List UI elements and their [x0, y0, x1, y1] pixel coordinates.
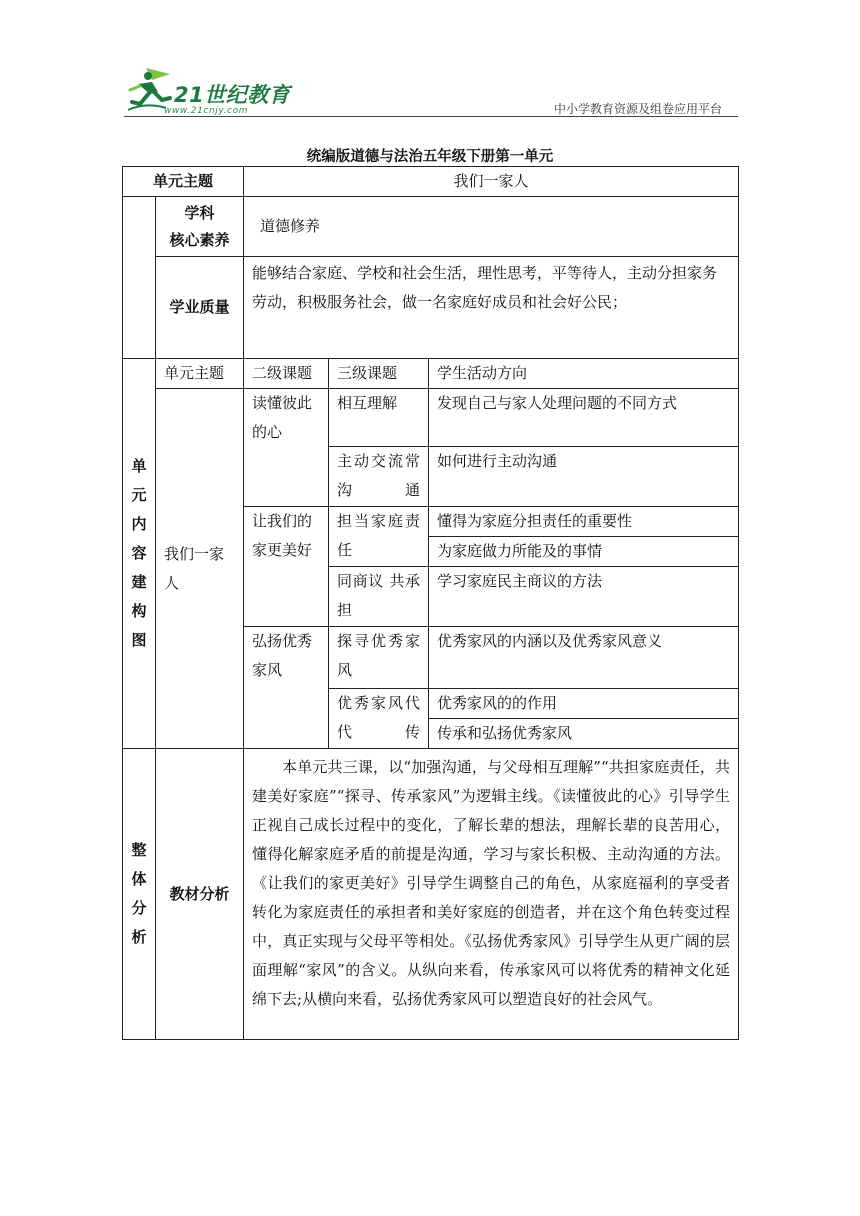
- core-literacy-value: 道德修养: [244, 197, 739, 257]
- platform-name: 中小学教育资源及组卷应用平台: [553, 102, 722, 116]
- topic-name: 担当家庭责任: [329, 507, 429, 567]
- header-unit-theme: 单元主题: [156, 359, 244, 389]
- textbook-analysis-text: 本单元共三课，以“加强沟通，与父母相互理解”“共担家庭责任，共建美好家庭”“探寻、传承家风”为逻辑主线。《读懂彼此的心》引导学生正视自己成长过程中的变化，了解长辈的想法，理解长辈的良苦用心，懂得化解家庭矛盾的前提是沟通，学习与家长积极、主动沟通的方法。《让我们的家更美好》引导学生调整自己的角色，从家庭福利的享受者转化为家庭责任的承担者和美好家庭的创造者，并在这个角色转变过程中，真正实现与父母平等相处。《弘扬优秀家风》引导学生从更广阔的层面理解“家风”的含义。从纵向来看，传承家风可以将优秀的精神文化延绵下去;从横向来看，弘扬优秀家风可以塑造良好的社会风气。: [244, 749, 739, 1040]
- site-logo[interactable]: [124, 66, 294, 116]
- unit-plan-table: [122, 166, 739, 1040]
- analysis-label: [123, 749, 156, 1040]
- topic-name: 相互理解: [329, 389, 429, 447]
- textbook-analysis-label: 教材分析: [156, 749, 244, 1040]
- lesson-title: 让我们的家更美好: [244, 507, 329, 627]
- header-activity: 学生活动方向: [429, 359, 739, 389]
- blank-cell: [123, 197, 156, 359]
- topic-name: 优秀家风代代传: [329, 689, 429, 749]
- analysis-char: 分: [131, 899, 147, 917]
- structure-char: 容: [131, 544, 147, 562]
- logo-url: www.21cnjy.com: [164, 106, 249, 116]
- logo-text: 21世纪教育: [174, 83, 291, 107]
- structure-char: 内: [131, 515, 147, 533]
- activity: 如何进行主动沟通: [429, 447, 739, 507]
- unit-theme-value: 我们一家人: [244, 167, 739, 197]
- structure-char: 建: [131, 573, 147, 591]
- core-literacy-label: [156, 197, 244, 257]
- topic-name: 同商议 共承担: [329, 567, 429, 627]
- topic-name: 探寻优秀家风: [329, 627, 429, 689]
- quality-label: 学业质量: [156, 257, 244, 359]
- header-level3: 三级课题: [329, 359, 429, 389]
- lesson-title: 读懂彼此的心: [244, 389, 329, 507]
- theme-cell: 我们一家人: [156, 389, 244, 749]
- document-title: 统编版道德与法治五年级下册第一单元: [306, 149, 554, 165]
- activity: 为家庭做力所能及的事情: [429, 537, 739, 567]
- activity: 学习家庭民主商议的方法: [429, 567, 739, 627]
- unit-theme-label: 单元主题: [123, 167, 244, 197]
- quality-value: 能够结合家庭、学校和社会生活，理性思考，平等待人，主动分担家务劳动，积极服务社会，做一名家庭好成员和社会好公民；: [244, 257, 739, 359]
- header-level2: 二级课题: [244, 359, 329, 389]
- lesson-title: 弘扬优秀家风: [244, 627, 329, 749]
- structure-char: 单: [131, 457, 147, 475]
- structure-char: 图: [131, 631, 147, 649]
- activity: 懂得为家庭分担责任的重要性: [429, 507, 739, 537]
- activity: 发现自己与家人处理问题的不同方式: [429, 389, 739, 447]
- analysis-char: 体: [131, 870, 147, 888]
- analysis-char: 整: [131, 841, 147, 859]
- activity: 优秀家风的内涵以及优秀家风意义: [429, 627, 739, 689]
- page-header: [124, 66, 738, 118]
- analysis-char: 析: [131, 928, 147, 946]
- structure-char: 构: [131, 602, 147, 620]
- core-literacy-label-line1: 学科: [184, 203, 215, 222]
- header-divider: [124, 116, 738, 117]
- activity: 优秀家风的的作用: [429, 689, 739, 719]
- topic-name: 主动交流常沟通: [329, 447, 429, 507]
- structure-char: 元: [131, 486, 147, 504]
- core-literacy-label-line2: 核心素养: [169, 230, 230, 249]
- activity: 传承和弘扬优秀家风: [429, 719, 739, 749]
- structure-label: [123, 359, 156, 749]
